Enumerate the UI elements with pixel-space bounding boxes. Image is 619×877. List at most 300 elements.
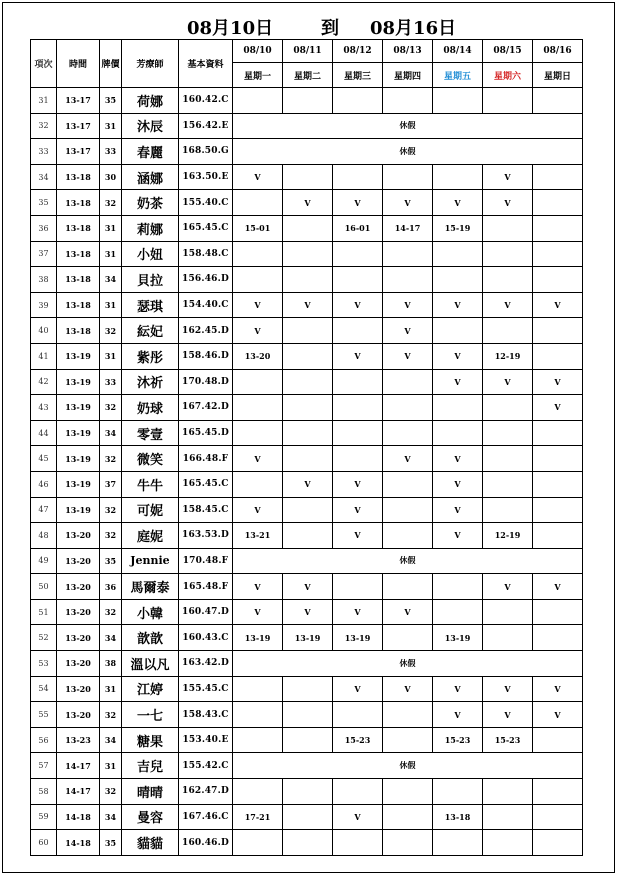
row-time: 13-19 [57, 471, 100, 497]
row-index: 44 [31, 420, 57, 446]
table-row [31, 471, 583, 497]
therapist-name: 庭妮 [122, 523, 179, 549]
table-row [31, 343, 583, 369]
therapist-name: 晴晴 [122, 779, 179, 805]
row-price: 31 [100, 241, 122, 267]
schedule-cell [533, 830, 583, 856]
row-time: 13-17 [57, 113, 100, 139]
header-weekday: 星期一 [233, 63, 283, 88]
row-time: 13-18 [57, 215, 100, 241]
row-index: 45 [31, 446, 57, 472]
schedule-cell: V [383, 318, 433, 344]
header-weekday: 星期三 [333, 63, 383, 88]
schedule-cell: V [483, 164, 533, 190]
row-basic-info: 158.45.C [179, 497, 233, 523]
row-time: 14-17 [57, 753, 100, 779]
schedule-cell [533, 804, 583, 830]
schedule-cell: 15-01 [233, 215, 283, 241]
row-time: 13-20 [57, 523, 100, 549]
schedule-cell [333, 446, 383, 472]
schedule-cell: V [383, 190, 433, 216]
schedule-cell [433, 599, 483, 625]
row-time: 13-20 [57, 548, 100, 574]
row-price: 32 [100, 395, 122, 421]
schedule-cell [383, 625, 433, 651]
schedule-cell [333, 88, 383, 114]
table-row [31, 420, 583, 446]
row-price: 34 [100, 267, 122, 293]
schedule-cell: V [333, 497, 383, 523]
header-weekday: 星期二 [283, 63, 333, 88]
row-time: 13-20 [57, 702, 100, 728]
row-basic-info: 165.45.C [179, 471, 233, 497]
schedule-cell: V [283, 292, 333, 318]
schedule-cell [483, 420, 533, 446]
schedule-cell [383, 702, 433, 728]
schedule-cell [233, 420, 283, 446]
schedule-cell: V [283, 190, 333, 216]
row-price: 35 [100, 88, 122, 114]
row-basic-info: 155.45.C [179, 676, 233, 702]
therapist-name: 莉娜 [122, 215, 179, 241]
schedule-cell: V [333, 471, 383, 497]
schedule-cell [383, 523, 433, 549]
schedule-cell [433, 420, 483, 446]
rest-day-label: 休假 [233, 548, 583, 574]
therapist-name: 沐祈 [122, 369, 179, 395]
row-basic-info: 170.48.F [179, 548, 233, 574]
therapist-name: 一七 [122, 702, 179, 728]
table-row [31, 369, 583, 395]
schedule-cell [533, 779, 583, 805]
row-time: 14-17 [57, 779, 100, 805]
title-end-date: 08月16日 [370, 18, 457, 39]
schedule-cell [483, 497, 533, 523]
row-time: 13-18 [57, 318, 100, 344]
therapist-name: 糖果 [122, 727, 179, 753]
row-basic-info: 167.46.C [179, 804, 233, 830]
schedule-cell: 12-19 [483, 523, 533, 549]
row-basic-info: 166.48.F [179, 446, 233, 472]
row-price: 31 [100, 113, 122, 139]
schedule-cell: V [383, 676, 433, 702]
rest-day-label: 休假 [233, 651, 583, 677]
schedule-cell [283, 395, 333, 421]
row-index: 42 [31, 369, 57, 395]
schedule-cell [483, 804, 533, 830]
schedule-cell: V [433, 446, 483, 472]
row-index: 53 [31, 651, 57, 677]
table-row [31, 804, 583, 830]
therapist-name: 小韓 [122, 599, 179, 625]
row-price: 34 [100, 804, 122, 830]
row-index: 52 [31, 625, 57, 651]
row-index: 49 [31, 548, 57, 574]
schedule-cell: V [383, 343, 433, 369]
row-price: 32 [100, 779, 122, 805]
header-date: 08/11 [283, 40, 333, 63]
row-basic-info: 170.48.D [179, 369, 233, 395]
row-index: 46 [31, 471, 57, 497]
header-basic-info: 基本資料 [179, 40, 233, 88]
table-row [31, 830, 583, 856]
row-basic-info: 153.40.E [179, 727, 233, 753]
schedule-cell [283, 804, 333, 830]
table-row [31, 139, 583, 165]
row-time: 13-19 [57, 395, 100, 421]
schedule-cell: V [233, 599, 283, 625]
schedule-cell [533, 241, 583, 267]
schedule-cell: V [283, 599, 333, 625]
schedule-cell [283, 420, 333, 446]
therapist-name: 紫彤 [122, 343, 179, 369]
schedule-cell: V [433, 676, 483, 702]
header-date: 08/12 [333, 40, 383, 63]
row-index: 43 [31, 395, 57, 421]
row-price: 33 [100, 139, 122, 165]
schedule-cell [283, 702, 333, 728]
schedule-cell: 12-19 [483, 343, 533, 369]
table-row [31, 446, 583, 472]
table-row [31, 241, 583, 267]
schedule-cell: V [483, 574, 533, 600]
table-row [31, 625, 583, 651]
row-basic-info: 165.45.C [179, 215, 233, 241]
row-time: 13-19 [57, 497, 100, 523]
row-index: 59 [31, 804, 57, 830]
schedule-cell: V [483, 676, 533, 702]
table-row [31, 779, 583, 805]
schedule-cell [283, 343, 333, 369]
schedule-cell: V [233, 574, 283, 600]
schedule-cell [233, 369, 283, 395]
table-row [31, 215, 583, 241]
schedule-cell: V [383, 292, 433, 318]
row-time: 13-20 [57, 676, 100, 702]
table-row [31, 190, 583, 216]
schedule-cell: V [383, 599, 433, 625]
schedule-cell [283, 88, 333, 114]
schedule-cell [383, 241, 433, 267]
schedule-cell [233, 267, 283, 293]
row-index: 56 [31, 727, 57, 753]
row-time: 13-18 [57, 241, 100, 267]
row-price: 32 [100, 523, 122, 549]
row-price: 37 [100, 471, 122, 497]
header-weekday: 星期五 [433, 63, 483, 88]
schedule-cell [283, 779, 333, 805]
schedule-cell [233, 727, 283, 753]
schedule-cell [283, 497, 333, 523]
schedule-cell: V [433, 343, 483, 369]
schedule-cell [233, 88, 283, 114]
schedule-cell [383, 804, 433, 830]
therapist-name: 牛牛 [122, 471, 179, 497]
schedule-cell: V [333, 343, 383, 369]
row-index: 54 [31, 676, 57, 702]
row-index: 41 [31, 343, 57, 369]
therapist-name: 微笑 [122, 446, 179, 472]
schedule-cell [483, 318, 533, 344]
header-date: 08/16 [533, 40, 583, 63]
schedule-cell: V [533, 574, 583, 600]
table-row [31, 88, 583, 114]
schedule-cell: V [433, 292, 483, 318]
row-basic-info: 160.42.C [179, 88, 233, 114]
schedule-cell [533, 318, 583, 344]
row-index: 55 [31, 702, 57, 728]
header-date: 08/10 [233, 40, 283, 63]
schedule-cell: V [433, 369, 483, 395]
row-time: 13-18 [57, 190, 100, 216]
schedule-cell: V [433, 190, 483, 216]
therapist-name: 溫以凡 [122, 651, 179, 677]
schedule-cell [283, 727, 333, 753]
row-price: 33 [100, 369, 122, 395]
table-row [31, 523, 583, 549]
schedule-cell: V [233, 497, 283, 523]
row-basic-info: 163.50.E [179, 164, 233, 190]
row-price: 31 [100, 215, 122, 241]
row-index: 60 [31, 830, 57, 856]
schedule-cell [483, 395, 533, 421]
table-row [31, 267, 583, 293]
row-price: 32 [100, 190, 122, 216]
therapist-name: 馬爾泰 [122, 574, 179, 600]
row-price: 31 [100, 292, 122, 318]
schedule-cell [433, 830, 483, 856]
schedule-cell [383, 88, 433, 114]
row-time: 13-18 [57, 267, 100, 293]
row-price: 31 [100, 753, 122, 779]
schedule-cell [483, 88, 533, 114]
schedule-cell [283, 318, 333, 344]
schedule-cell [333, 574, 383, 600]
row-price: 31 [100, 343, 122, 369]
schedule-cell [333, 830, 383, 856]
therapist-name: 瑟琪 [122, 292, 179, 318]
header-index: 項次 [31, 40, 57, 88]
row-price: 36 [100, 574, 122, 600]
schedule-cell: V [283, 574, 333, 600]
schedule-cell [533, 471, 583, 497]
schedule-cell [383, 727, 433, 753]
row-index: 50 [31, 574, 57, 600]
schedule-cell: V [333, 523, 383, 549]
therapist-name: 奶茶 [122, 190, 179, 216]
schedule-cell [233, 779, 283, 805]
schedule-cell: 14-17 [383, 215, 433, 241]
schedule-cell: 15-19 [433, 215, 483, 241]
schedule-cell [333, 164, 383, 190]
schedule-cell [283, 676, 333, 702]
row-price: 34 [100, 625, 122, 651]
schedule-cell: V [283, 471, 333, 497]
row-price: 34 [100, 727, 122, 753]
header-weekday: 星期四 [383, 63, 433, 88]
row-time: 13-20 [57, 651, 100, 677]
schedule-cell [383, 395, 433, 421]
row-basic-info: 155.40.C [179, 190, 233, 216]
table-row [31, 164, 583, 190]
schedule-table [30, 39, 583, 856]
schedule-cell: V [233, 446, 283, 472]
schedule-cell [283, 523, 333, 549]
table-row [31, 651, 583, 677]
row-basic-info: 160.43.C [179, 625, 233, 651]
schedule-cell [283, 446, 333, 472]
schedule-cell [383, 574, 433, 600]
schedule-cell [383, 471, 433, 497]
schedule-cell [433, 267, 483, 293]
therapist-name: 歆歆 [122, 625, 179, 651]
row-basic-info: 163.42.D [179, 651, 233, 677]
schedule-cell: 13-19 [283, 625, 333, 651]
rest-day-label: 休假 [233, 753, 583, 779]
schedule-cell: V [533, 702, 583, 728]
row-time: 14-18 [57, 830, 100, 856]
row-basic-info: 167.42.D [179, 395, 233, 421]
header-date: 08/15 [483, 40, 533, 63]
schedule-cell [533, 190, 583, 216]
schedule-cell: 15-23 [333, 727, 383, 753]
therapist-name: 奶球 [122, 395, 179, 421]
schedule-cell: 13-19 [433, 625, 483, 651]
row-price: 35 [100, 830, 122, 856]
row-index: 38 [31, 267, 57, 293]
row-time: 13-23 [57, 727, 100, 753]
schedule-cell [483, 625, 533, 651]
schedule-cell [483, 779, 533, 805]
row-basic-info: 154.40.C [179, 292, 233, 318]
row-price: 31 [100, 676, 122, 702]
schedule-cell: 16-01 [333, 215, 383, 241]
therapist-name: 荷娜 [122, 88, 179, 114]
schedule-cell: V [433, 523, 483, 549]
row-index: 51 [31, 599, 57, 625]
schedule-cell [483, 471, 533, 497]
schedule-cell [233, 471, 283, 497]
row-time: 13-17 [57, 139, 100, 165]
schedule-cell [233, 395, 283, 421]
schedule-cell: 15-23 [433, 727, 483, 753]
schedule-cell [233, 702, 283, 728]
row-index: 35 [31, 190, 57, 216]
row-basic-info: 155.42.C [179, 753, 233, 779]
schedule-cell [533, 446, 583, 472]
schedule-cell [533, 727, 583, 753]
therapist-name: 貓貓 [122, 830, 179, 856]
schedule-cell [483, 267, 533, 293]
schedule-cell [333, 395, 383, 421]
header-weekday: 星期六 [483, 63, 533, 88]
row-time: 13-17 [57, 88, 100, 114]
row-basic-info: 165.45.D [179, 420, 233, 446]
schedule-cell [283, 215, 333, 241]
schedule-cell: V [233, 164, 283, 190]
schedule-cell: V [333, 599, 383, 625]
header-time: 時間 [57, 40, 100, 88]
row-basic-info: 162.45.D [179, 318, 233, 344]
schedule-cell: V [233, 292, 283, 318]
title-to: 到 [321, 18, 339, 39]
schedule-cell: 13-20 [233, 343, 283, 369]
schedule-cell: 13-19 [333, 625, 383, 651]
row-index: 34 [31, 164, 57, 190]
row-index: 39 [31, 292, 57, 318]
schedule-cell [433, 88, 483, 114]
schedule-cell [533, 88, 583, 114]
schedule-cell [483, 830, 533, 856]
schedule-cell [283, 241, 333, 267]
row-price: 35 [100, 548, 122, 574]
header-weekday: 星期日 [533, 63, 583, 88]
schedule-cell [483, 446, 533, 472]
schedule-cell [333, 420, 383, 446]
schedule-cell [483, 215, 533, 241]
therapist-name: 零壹 [122, 420, 179, 446]
schedule-cell: V [383, 446, 433, 472]
schedule-cell: V [483, 292, 533, 318]
row-time: 13-19 [57, 369, 100, 395]
schedule-cell: 13-19 [233, 625, 283, 651]
row-time: 13-20 [57, 599, 100, 625]
schedule-cell [533, 343, 583, 369]
table-row [31, 497, 583, 523]
title-start-date: 08月10日 [187, 18, 274, 39]
row-index: 47 [31, 497, 57, 523]
row-price: 30 [100, 164, 122, 190]
row-time: 13-19 [57, 446, 100, 472]
row-price: 32 [100, 497, 122, 523]
rest-day-label: 休假 [233, 139, 583, 165]
schedule-cell [333, 779, 383, 805]
row-basic-info: 156.46.D [179, 267, 233, 293]
row-basic-info: 168.50.G [179, 139, 233, 165]
schedule-cell [283, 267, 333, 293]
schedule-cell: 13-18 [433, 804, 483, 830]
therapist-name: 涵娜 [122, 164, 179, 190]
schedule-cell [283, 164, 333, 190]
row-price: 38 [100, 651, 122, 677]
schedule-title [0, 14, 619, 38]
schedule-cell [433, 164, 483, 190]
rest-day-label: 休假 [233, 113, 583, 139]
schedule-cell [433, 318, 483, 344]
schedule-cell: V [533, 369, 583, 395]
header-price: 牌價 [100, 40, 122, 88]
row-time: 13-20 [57, 625, 100, 651]
schedule-cell [283, 830, 333, 856]
table-row [31, 395, 583, 421]
table-row [31, 676, 583, 702]
table-row [31, 574, 583, 600]
table-row [31, 702, 583, 728]
therapist-name: 曼容 [122, 804, 179, 830]
row-time: 13-19 [57, 343, 100, 369]
row-price: 34 [100, 420, 122, 446]
schedule-cell [533, 625, 583, 651]
row-index: 32 [31, 113, 57, 139]
schedule-cell [333, 318, 383, 344]
table-row [31, 753, 583, 779]
therapist-name: 江婷 [122, 676, 179, 702]
schedule-cell [283, 369, 333, 395]
row-index: 57 [31, 753, 57, 779]
schedule-cell: V [233, 318, 283, 344]
schedule-cell [333, 267, 383, 293]
schedule-cell [533, 215, 583, 241]
